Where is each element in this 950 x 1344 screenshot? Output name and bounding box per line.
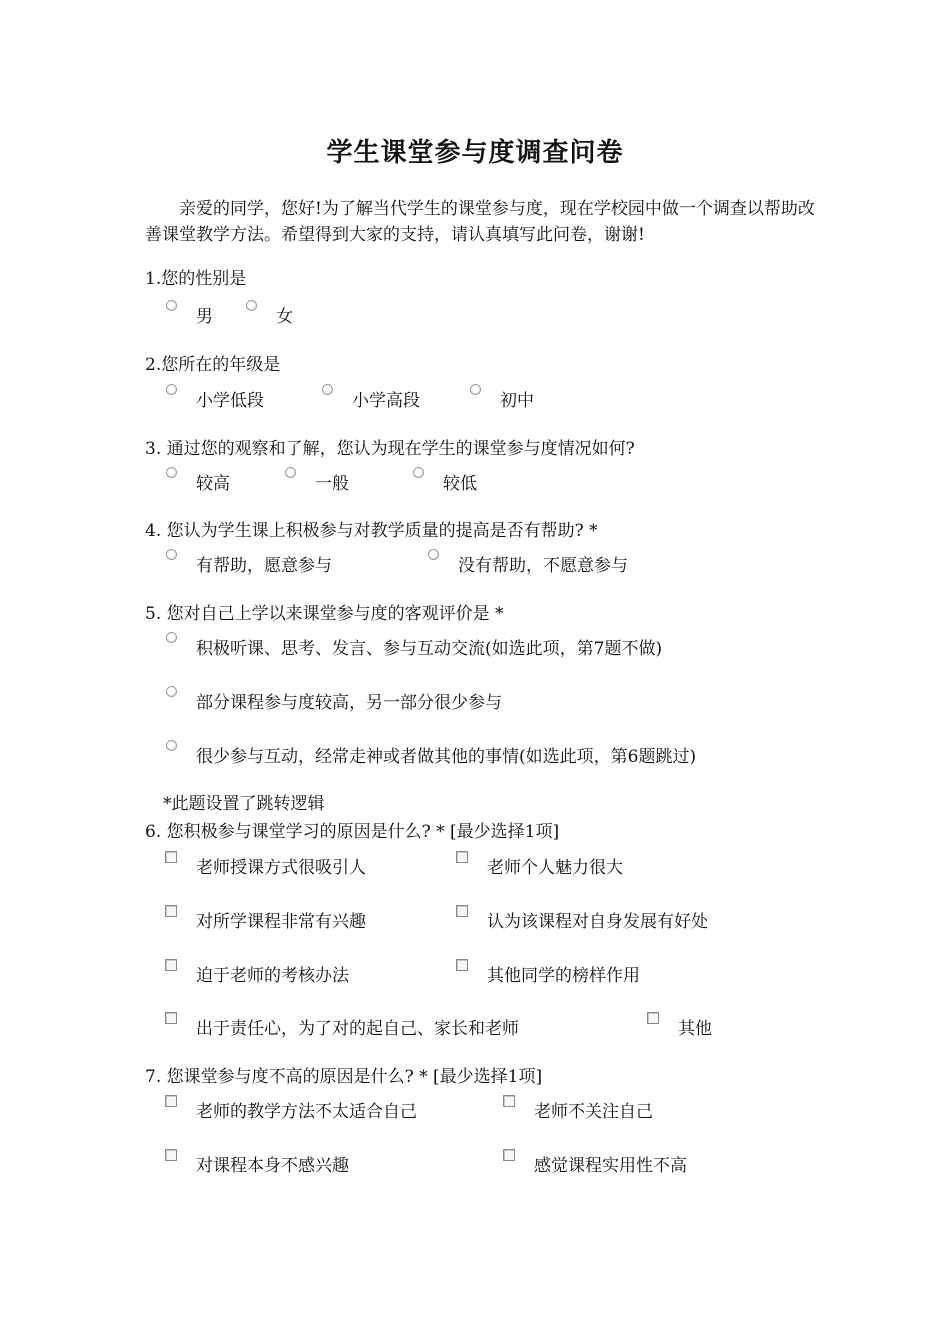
radio-q3-option-3[interactable] bbox=[413, 467, 424, 478]
option-label: 小学高段 bbox=[352, 391, 420, 411]
option-label: 认为该课程对自身发展有好处 bbox=[487, 912, 708, 932]
radio-q5-option-3[interactable] bbox=[166, 740, 177, 751]
checkbox-q7-option-2[interactable] bbox=[503, 1095, 515, 1107]
question-6: 6. 您积极参与课堂学习的原因是什么? * [最少选择1项] bbox=[145, 822, 560, 842]
option-label: 其他同学的榜样作用 bbox=[487, 966, 640, 986]
option-label: 女 bbox=[276, 307, 293, 327]
radio-q1-male[interactable] bbox=[166, 300, 177, 311]
radio-q2-option-2[interactable] bbox=[322, 384, 333, 395]
option-label: 迫于老师的考核办法 bbox=[196, 966, 349, 986]
question-5: 5. 您对自己上学以来课堂参与度的客观评价是 * bbox=[145, 604, 504, 624]
checkbox-q6-option-3[interactable] bbox=[165, 905, 177, 917]
option-label: 感觉课程实用性不高 bbox=[534, 1156, 687, 1176]
question-7: 7. 您课堂参与度不高的原因是什么? * [最少选择1项] bbox=[145, 1067, 543, 1087]
checkbox-q6-option-6[interactable] bbox=[456, 959, 468, 971]
checkbox-q7-option-1[interactable] bbox=[165, 1095, 177, 1107]
radio-q5-option-1[interactable] bbox=[166, 632, 177, 643]
radio-q3-option-2[interactable] bbox=[285, 467, 296, 478]
option-label: 男 bbox=[196, 307, 213, 327]
radio-q4-option-1[interactable] bbox=[166, 549, 177, 560]
checkbox-q6-option-4[interactable] bbox=[456, 905, 468, 917]
checkbox-q7-option-3[interactable] bbox=[165, 1149, 177, 1161]
option-label: 很少参与互动，经常走神或者做其他的事情(如选此项，第6题跳过) bbox=[196, 747, 697, 767]
question-2: 2.您所在的年级是 bbox=[145, 355, 281, 375]
option-label: 积极听课、思考、发言、参与互动交流(如选此项，第7题不做) bbox=[196, 639, 663, 659]
option-label: 没有帮助，不愿意参与 bbox=[458, 556, 628, 576]
jump-logic-note: *此题设置了跳转逻辑 bbox=[163, 794, 325, 814]
option-label: 其他 bbox=[678, 1019, 712, 1039]
radio-q3-option-1[interactable] bbox=[166, 467, 177, 478]
option-label: 老师授课方式很吸引人 bbox=[196, 858, 366, 878]
option-label: 小学低段 bbox=[196, 391, 264, 411]
checkbox-q6-option-5[interactable] bbox=[165, 959, 177, 971]
checkbox-q6-option-2[interactable] bbox=[456, 851, 468, 863]
question-1: 1.您的性别是 bbox=[145, 269, 247, 289]
radio-q5-option-2[interactable] bbox=[166, 686, 177, 697]
survey-intro: 亲爱的同学，您好!为了解当代学生的课堂参与度，现在学校园中做一个调查以帮助改善课堂教学方法。希望得到大家的支持，请认真填写此问卷，谢谢! bbox=[145, 199, 815, 245]
option-label: 初中 bbox=[500, 391, 534, 411]
checkbox-q6-option-7[interactable] bbox=[165, 1012, 177, 1024]
question-3: 3. 通过您的观察和了解，您认为现在学生的课堂参与度情况如何? bbox=[145, 439, 635, 459]
checkbox-q6-option-1[interactable] bbox=[165, 851, 177, 863]
option-label: 一般 bbox=[315, 474, 349, 494]
option-label: 有帮助，愿意参与 bbox=[196, 556, 332, 576]
option-label: 老师不关注自己 bbox=[534, 1102, 653, 1122]
option-label: 较高 bbox=[196, 474, 230, 494]
checkbox-q6-option-8[interactable] bbox=[647, 1012, 659, 1024]
option-label: 对课程本身不感兴趣 bbox=[196, 1156, 349, 1176]
radio-q4-option-2[interactable] bbox=[428, 549, 439, 560]
option-label: 出于责任心，为了对的起自己、家长和老师 bbox=[196, 1019, 519, 1039]
checkbox-q7-option-4[interactable] bbox=[503, 1149, 515, 1161]
option-label: 老师的教学方法不太适合自己 bbox=[196, 1102, 417, 1122]
option-label: 部分课程参与度较高，另一部分很少参与 bbox=[196, 693, 502, 713]
radio-q1-female[interactable] bbox=[246, 300, 257, 311]
radio-q2-option-1[interactable] bbox=[166, 384, 177, 395]
radio-q2-option-3[interactable] bbox=[470, 384, 481, 395]
option-label: 老师个人魅力很大 bbox=[487, 858, 623, 878]
survey-title: 学生课堂参与度调查问卷 bbox=[326, 138, 624, 168]
question-4: 4. 您认为学生课上积极参与对教学质量的提高是否有帮助? * bbox=[145, 521, 598, 541]
option-label: 对所学课程非常有兴趣 bbox=[196, 912, 366, 932]
option-label: 较低 bbox=[443, 474, 477, 494]
